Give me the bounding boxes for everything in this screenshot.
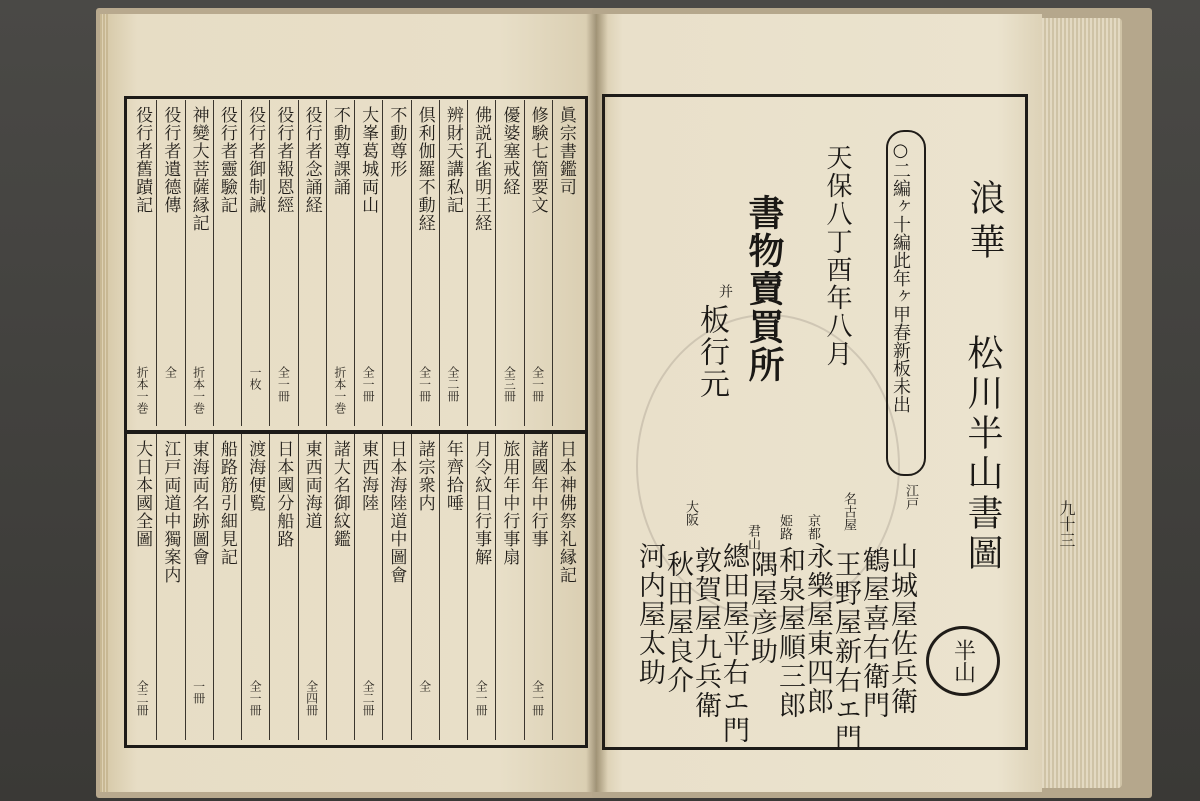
location-label: 名古屋 <box>841 492 856 531</box>
bottom-volume-note: 全一冊 <box>530 680 545 716</box>
bottom-volume-note: 一冊 <box>191 680 206 704</box>
bottom-column: 日本海陸道中圖會 <box>386 440 407 584</box>
date-line: 天保八丁酉年八月 <box>822 144 852 368</box>
column-rule <box>411 434 412 740</box>
top-column: 辨財天講私記 <box>442 106 463 214</box>
bottom-column: 東西両海道 <box>301 440 322 530</box>
column-rule <box>354 100 355 426</box>
bottom-column: 月令紋日行事解 <box>471 440 492 566</box>
bottom-column: 諸國年中行事 <box>527 440 548 548</box>
title-main: 書物賣買所 <box>743 194 785 384</box>
top-column: 不動尊課誦 <box>329 106 350 196</box>
bottom-column: 船路筋引細見記 <box>216 440 237 566</box>
bottom-volume-note: 全二冊 <box>135 680 150 716</box>
top-volume-note: 全二冊 <box>445 366 460 402</box>
bookseller-name: 秋田屋良介 <box>662 550 693 695</box>
publisher-city: 浪華 <box>964 179 1005 267</box>
column-rule <box>552 434 553 740</box>
column-rule <box>269 100 270 426</box>
column-rule <box>439 100 440 426</box>
bottom-column: 東海両名跡圖會 <box>188 440 209 566</box>
bookseller-name: 隅屋彦助 <box>746 550 777 666</box>
title-sub: 并 <box>717 284 733 298</box>
top-column: 役行者報恩經 <box>273 106 294 214</box>
title-end: 板行元 <box>694 304 729 400</box>
location-label: 京都 <box>805 514 820 540</box>
column-rule <box>185 100 186 426</box>
location-label: 江戸 <box>903 484 918 510</box>
column-rule <box>495 100 496 426</box>
bookseller-name: 敦賀屋九兵衛 <box>690 546 721 720</box>
bottom-column: 旅用年中行事扇 <box>499 440 520 566</box>
top-volume-note: 全一冊 <box>417 366 432 402</box>
bottom-column: 日本國分船路 <box>273 440 294 548</box>
top-column: 修験七箇要文 <box>527 106 548 214</box>
top-volume-note: 全一冊 <box>276 366 291 402</box>
column-rule <box>156 434 157 740</box>
bottom-column: 日本神佛祭礼縁記 <box>555 440 576 584</box>
left-page <box>108 14 596 792</box>
bookseller-name: 和泉屋順三郎 <box>774 546 805 720</box>
top-column: 役行者念誦経 <box>301 106 322 214</box>
column-rule <box>411 100 412 426</box>
bottom-volume-note: 全一冊 <box>474 680 489 716</box>
top-column: 優婆塞戒経 <box>499 106 520 196</box>
column-rule <box>495 434 496 740</box>
bottom-volume-note: 全二冊 <box>361 680 376 716</box>
bookseller-name: 鶴屋喜右衛門 <box>858 546 889 720</box>
column-rule <box>439 434 440 740</box>
bottom-column: 年齊拾唾 <box>442 440 463 512</box>
column-rule <box>156 100 157 426</box>
location-label: 大阪 <box>683 500 698 526</box>
top-volume-note: 折本一巻 <box>135 366 150 414</box>
column-rule <box>326 100 327 426</box>
top-volume-note: 折本一巻 <box>332 366 347 414</box>
oval-label: ○二編ヶ十編此年ヶ甲春新板未出 <box>890 140 911 413</box>
column-rule <box>524 434 525 740</box>
column-rule <box>185 434 186 740</box>
top-volume-note: 全三冊 <box>502 366 517 402</box>
column-rule <box>467 434 468 740</box>
top-volume-note: 全一冊 <box>530 366 545 402</box>
column-rule <box>298 100 299 426</box>
column-rule <box>382 100 383 426</box>
bottom-column: 東西海陸 <box>358 440 379 512</box>
bottom-column: 大日本國全圖 <box>132 440 153 548</box>
column-rule <box>213 100 214 426</box>
column-rule <box>298 434 299 740</box>
right-page <box>596 14 1042 792</box>
margin-label: 九十三 <box>1057 500 1076 548</box>
top-volume-note: 全 <box>163 366 178 378</box>
bookseller-name: 永樂屋東四郎 <box>802 542 833 716</box>
column-rule <box>241 434 242 740</box>
column-rule <box>467 100 468 426</box>
bookseller-name: 河内屋太助 <box>634 542 665 687</box>
top-column: 役行者遺德傳 <box>160 106 181 214</box>
top-column: 大峯葛城両山 <box>358 106 379 214</box>
bottom-column: 諸宗衆内 <box>414 440 435 512</box>
top-column: 佛説孔雀明王経 <box>471 106 492 232</box>
column-rule <box>241 100 242 426</box>
location-label: 姫路 <box>777 514 792 540</box>
artist-seal <box>926 626 1000 696</box>
bottom-column: 渡海便覧 <box>245 440 266 512</box>
column-rule <box>269 434 270 740</box>
bookseller-name: 總田屋平右エ門 <box>718 542 749 745</box>
column-rule <box>552 100 553 426</box>
publisher-name: 松川半山書圖 <box>962 334 1003 574</box>
top-column: 役行者舊蹟記 <box>132 106 153 214</box>
bottom-volume-note: 全 <box>417 680 432 692</box>
bottom-volume-note: 全四冊 <box>304 680 319 716</box>
right-page-edges <box>1040 18 1122 788</box>
top-column: 役行者靈驗記 <box>216 106 237 214</box>
location-label: 君山 <box>745 524 760 550</box>
column-rule <box>213 434 214 740</box>
top-column: 神變大菩薩縁記 <box>188 106 209 232</box>
bookseller-name: 山城屋佐兵衛 <box>886 542 917 716</box>
top-column: 眞宗書鑑司 <box>555 106 576 196</box>
top-volume-note: 一枚 <box>248 366 263 390</box>
column-rule <box>354 434 355 740</box>
bookseller-name: 王野屋新右エ門 <box>830 550 861 753</box>
bottom-column: 諸大名御紋鑑 <box>329 440 350 548</box>
top-column: 役行者御制誡 <box>245 106 266 214</box>
bottom-volume-note: 全一冊 <box>248 680 263 716</box>
column-rule <box>326 434 327 740</box>
top-volume-note: 折本一巻 <box>191 366 206 414</box>
top-column: 不動尊形 <box>386 106 407 178</box>
spine-shadow <box>586 14 608 792</box>
top-volume-note: 全一冊 <box>361 366 376 402</box>
column-rule <box>382 434 383 740</box>
column-rule <box>524 100 525 426</box>
top-column: 倶利伽羅不動経 <box>414 106 435 232</box>
bottom-column: 江戸両道中獨案内 <box>160 440 181 584</box>
seal-text: 半山 <box>950 639 976 683</box>
